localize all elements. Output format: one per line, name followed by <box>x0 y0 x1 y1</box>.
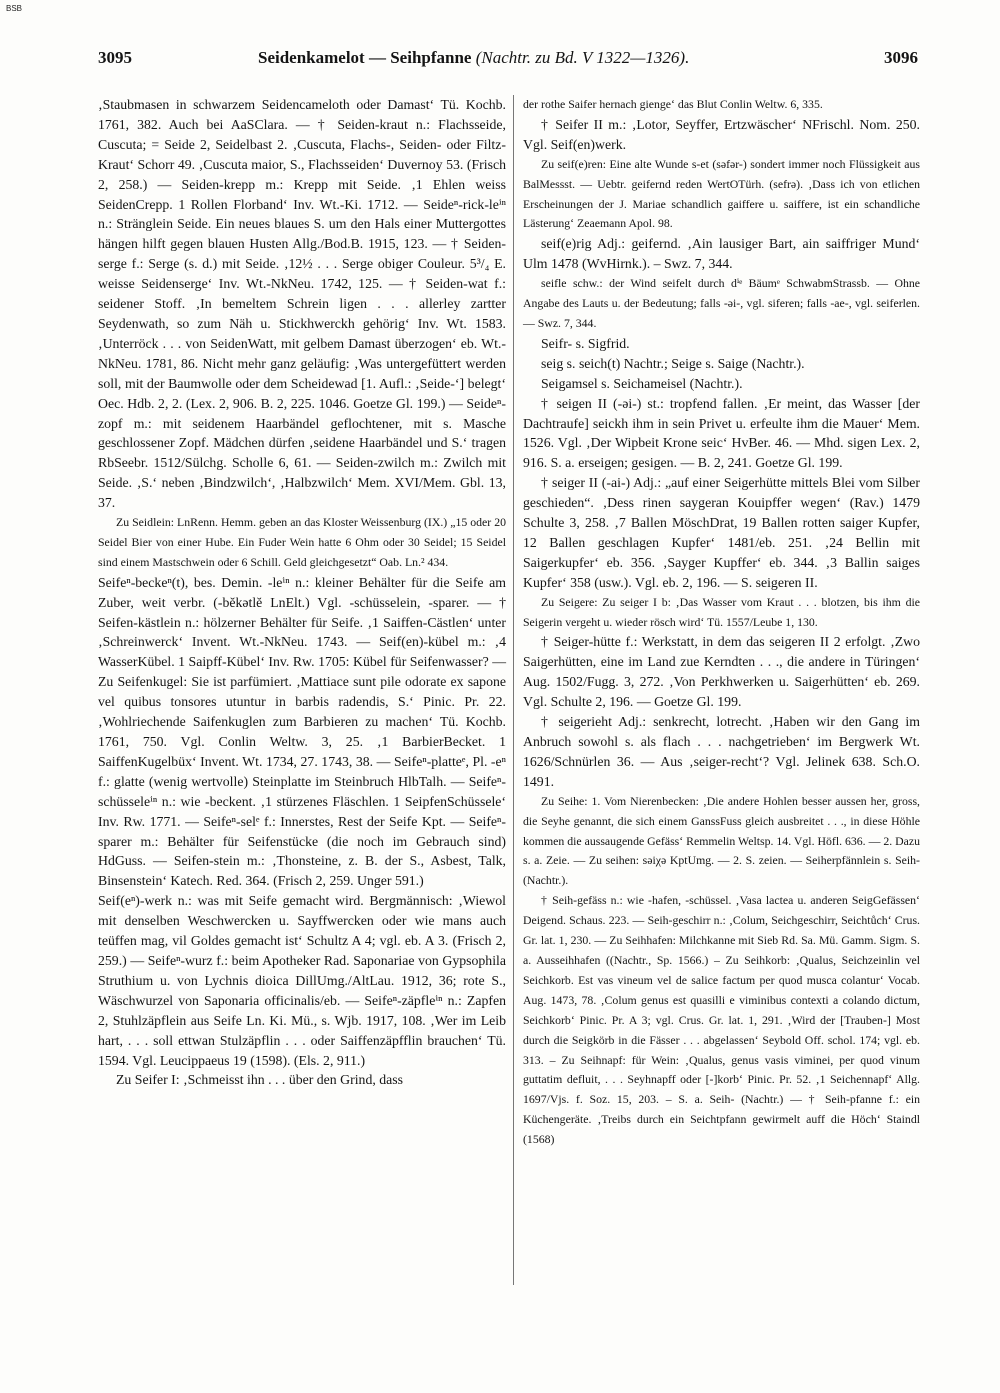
entry-seifle: seifle schw.: der Wind seifelt durch dⁱᵉ Bäumᵉ SchwabmStrassb. — Ohne Angabe des Lauts u. der Bedeutung; falls -əi-, vgl. siferen; falls -ae-, vgl. seiferlen. — Swz. 7, 344. <box>523 276 920 330</box>
entry-seigere: Zu Seigere: Zu seiger I b: ‚Das Wasser vom Kraut . . . blotzen, bis ihm die Seigerin vergeht u. wieder rösch wird‘ Tü. 1557/Leube 1, 130. <box>523 594 920 629</box>
entry-seifer-ii: † Seifer II m.: ‚Lotor, Seyffer, Ertzwäscher‘ NFrischl. Nom. 250. Vgl. Seif(en)werk. <box>523 116 920 152</box>
entry-seiferig: seif(e)rig Adj.: geifernd. ‚Ain lausiger Bart, ain saiffriger Mund‘ Ulm 1478 (WvHirnk.). – Swz. 7, 344. <box>523 236 920 272</box>
entry-seidenkamelot-cont: ‚Staubmasen in schwarzem Seidencameloth oder Damast‘ Tü. Kochb. 1761, 382. Auch bei AaSClara. — † Seiden-kraut n.: Flachsseide, Cuscuta; = Seide 2, Seidelbast 2. ‚Cuscuta, Flachs-, Seiden- oder Filtz-Kraut‘ Schorr 49. ‚Cuscuta maior, S., Flachsseiden‘ Duvernoy 53. (Frisch 2, 258.) — Seiden-krepp m.: Krepp mit Seide. ‚1 Ehlen weiss SeidenCrepp. 1 Rollen Florband‘ Inv. Wt.-Ki. 1712. — Seideⁿ-rick-leⁱⁿ n.: Stränglein Seide. Ein neues blaues S. um den Hals einer Muttergottes hängen hilft gegen blauen Husten Allg./Bod.B. 1915, 123. — † Seiden-serge f.: Serge (s. d.) mit Seide. ‚12½ . . . Serge obiger Couleur. 5³/₄ E. weisse Seidenserge‘ Inv. Wt.-NkNeu. 1742, 125. — † Seiden-wat f.: seidener Stoff. ‚In bemeltem Schrein ligen . . . allerley zartter Seydenwath, so zum Näh u. Stickhwerckh gehörig‘ Inv. Wt. 1583. ‚Unterröck . . . von SeidenWatt, mit gelbem Damast überzogen‘ eb. Wt.-NkNeu. 1781, 86. Nicht mehr ganz geläufig: ‚Was untergefüttert werden soll, mit der Baumwolle oder dem Scheidewad [1. Aufl.: ‚Seide-‘] belegt‘ Oec. Hdb. 2, 2. (Lex. 2, 906. B. 2, 225. 1046. Goetze Gl. 199.) — Seideⁿ-zopf m.: mit seidenem Haarbändel geflochtener, mit s. Masche geschlossener Zopf. Mädchen dürfen ‚seidene Haarbändel und S.‘ tragen RbSeebr. 1512/Sülchg. Scholle 6, 61. — Seiden-zwilch m.: Zwilch mit Seide. ‚S.‘ neben ‚Bindzwilch‘, ‚Halbzwilch‘ Mem. XVI/Mem. Gbl. 13, 37. <box>98 97 506 511</box>
running-title-text: Seidenkamelot — Seihpfanne <box>258 48 472 67</box>
entry-seigerrecht: † seigerieht Adj.: senkrecht, lotrecht. ‚Haben wir den Gang im Anbruch sowohl s. als flach . . . nachgetrieben‘ im Bergwerk Wt. 1626/Schnürlen 36. — Aus ‚seiger-recht‘? Vgl. Jelinek 638. Sch.O. 1491. <box>523 714 920 789</box>
right-page-number: 3096 <box>884 48 918 67</box>
entry-seihe: Zu Seihe: 1. Vom Nierenbecken: ‚Die andere Hohlen besser aussen her, gross, die Seyhe genannt, die sich einem GanssFuss gleich ausbreitet . . ., in diese Höhle kommen die aussaugende Gefäss‘ Remmelin Weltsp. 14. Vgl. Höfl. 636. — 2. Dazu s. a. Zeie. — Zu seihen: səiχə KptUmg. — 2. S. zeien. — Seiherpfännlein s. Seih- (Nachtr.). <box>523 793 921 888</box>
entry-seifer-i-cont: der rothe Saifer hernach gienge‘ das Blut Conlin Weltw. 6, 335. <box>523 97 823 111</box>
entry-seidlein: Zu Seidlein: LnRenn. Hemm. geben an das Kloster Weissenburg (IX.) „15 oder 20 Seidel Bier von einer Hube. Ein Fuder Wein hatte 6 Ohm oder 30 Seidel; 15 Seidel sind einem Mastschwein oder 6 Schill. Geld gleichgesetzt“ Oab. Ln.² 434. <box>98 515 506 569</box>
entry-seifer-i: Zu Seifer I: ‚Schmeisst ihn . . . über den Grind, dass <box>116 1072 403 1088</box>
entry-seigen-ii: † seigen II (-əi-) st.: tropfend fallen. ‚Er meint, das Wasser [der Dachtraufe] seickh ihm in sein Privet u. erfeulte ihm die Mauer‘ Mem. 1526. Vgl. ‚Der Wipbeit Krone seic‘ HvBer. 46. — Mhd. sigen Lex. 2, 916. S. a. erseigen; gesigen. — B. 2, 241. Goetze Gl. 199. <box>523 395 920 471</box>
left-page-number: 3095 <box>98 48 132 67</box>
entry-seifenbecken: Seifeⁿ-beckeⁿ(t), bes. Demin. -leⁱⁿ n.: kleiner Behälter für die Seife am Zuber, weit verbr. (-bĕkətlĕ LnElt.) Vgl. -schüsselein, -sparer. — † Seifen-kästlein n.: hölzerner Behälter für Seife. ‚1 Saiffen-Cästlen‘ unter ‚Schreinwerck‘ Invent. Wt.-NkNeu. 1743. — Seif(en)-kübel m.: ‚4 WasserKübel. 1 Saipff-Kübel‘ Inv. Rw. 1705: Kübel für Seifenwasser? — Zu Seifenkugel: Sie ist parfümiert. ‚Mattiace sunt pile odorate ex sapone vel quibus tonsores utuntur in barbis radendis, S.‘ Pinic. Pr. 22. ‚Wohlriechende Saifenkuglen zum Barbieren zu machen‘ Tü. Kochb. 1761, 750. Vgl. Conlin Weltw. 3, 25. ‚1 BarbierBecket. 1 SaiffenKugelbüx‘ Invent. Wt. 1734, 27. 1743, 38. — Seifeⁿ-platteᵉ, Pl. -eⁿ f.: glatte (wenig wertvolle) Steinplatte im Steinbruch HlbTalh. — Seifeⁿ-schüsseleⁱⁿ n.: wie -beckent. ‚1 stürzenes Fläschlen. 1 SeipfenSchüssele‘ Inv. Rw. 1771. — Seifeⁿ-selᵉ f.: Innerstes, Rest der Seife Kpt. — Seifeⁿ-sparer m.: Behälter für Seifenstücke (die noch im Gebrauch sind) HdGuss. — Seifen-stein m.: ‚Thonsteine, z. B. der S., Asbest, Talk, Binsenstein‘ Katech. Red. 364. (Frisch 2, 259. Unger 591.) <box>98 574 506 889</box>
entry-seigamsel: Seigamsel s. Seichameisel (Nachtr.). <box>541 375 743 391</box>
page-header <box>98 48 918 72</box>
library-stamp: BSB <box>6 4 23 13</box>
entry-seifr: Seifr- s. Sigfrid. <box>541 335 630 351</box>
running-title <box>258 48 689 68</box>
entry-seihgefaess: † Seih-gefäss n.: wie -hafen, -schüssel. ‚Vasa lactea u. anderen SeigGefässen‘ Deigend. Schaus. 223. — Seih-geschirr n.: ‚Colum, Seichgeschirr, Seichtůch‘ Crus. Gr. lat. 1, 230. — Zu Seihhafen: Milchkanne mit Sieb Rd. Sa. Mü. Gamm. Sigm. S. a. Ausseihhafen ((Nachtr., Sp. 1566.) – Zu Seihkorb: ‚Qualus, Seichzeinlin vel Seichkorb. Est vas vineum vel de salice factum per quod musca colantur‘ Vocab. Aug. 1473, 78. ‚Colum genus est quasilli e viminibus contexti a colando dictum, Seichkorb‘ Pinic. Pr. A 3; vgl. Crus. Gr. lat. 1, 291. ‚Wird der [Trauben-] Most durch die Seigkörb in die Fässer . . . abgelassen‘ Seybold Off. schol. 174; vgl. eb. 313. – Zu Seihnapf: für Wein: ‚Qualus, genus vasis viminei, per quod vinum guttatim defluit, . . . Seyhnapff oder [-]korb‘ Pinic. Pr. 52. ‚1 Seichennapf‘ Allg. 1697/Vjs. f. Soz. 15, 203. – S. a. Seih- (Nachtr.) — † Seih-pfanne f.: ein Küchengeräte. ‚Treibs durch ein Seichtpfann gewirmelt auff die Höch‘ Staindl (1568) <box>523 893 920 1147</box>
running-subtitle: (Nachtr. zu Bd. V 1322—1326). <box>475 48 690 67</box>
entry-seigerhuette: † Seiger-hütte f.: Werkstatt, in dem das seigeren II 2 erfolgt. ‚Zwo Saigerhütten, eine im Land zue Kerndten . . ., die andere in Türingen‘ Aug. 1502/Fugg. 3, 272. ‚Von Perkhwerken u. Saigerhütten‘ eb. 269. Vgl. Schulte 2, 196. — Goetze Gl. 199. <box>523 634 920 710</box>
entry-seiger-ii: † seiger II (-ai-) Adj.: „auf einer Seigerhütte mittels Blei vom Silber geschieden“. ‚Dess rinen saygeran Kouipffer wegen‘ (Rav.) 1479 Schulte 3, 258. ‚7 Ballen MöschDrat, 19 Ballen rotten saiger Kupfer, 12 Ballen geschlagen Kupfer‘ 1481/eb. 251. ‚24 Bellin mit Saigerkupfer‘ eb. 356. ‚Sayger Kupffer‘ eb. 344. ‚3 Ballin saiges Kupfer‘ 358 (usw.). Vgl. eb. 2, 196. — S. seigeren II. <box>523 475 920 590</box>
entry-seiferen: Zu seif(e)ren: Eine alte Wunde s-et (səfər-) sondert immer noch Flüssigkeit aus BalMessst. — Uebtr. geifernd reden WertOTürh. (sefrə). ‚Dass ich von etlichen Erscheinungen der J. Mariae schandlich gaiffere u. saiffere, ist ein schandliche Lästerung‘ Zeaemann Apol. 98. <box>523 156 920 231</box>
left-column <box>98 95 506 1090</box>
entry-seifenwerk: Seif(eⁿ)-werk n.: was mit Seife gemacht wird. Bergmännisch: ‚Wiewol mit denselben Weschwercken u. Sayffwercken oder wie mans auch teüffen mag, vil Goldes gemacht ist‘ Schultz A 4; vgl. eb. A 3. (Frisch 2, 259.) — Seifeⁿ-wurz f.: beim Apotheker Rad. Saponariae von Gypsophila Struthium u. von Lychnis dioica DillUmg./AltLau. 1912, 36; rote S., Wäschwurzel von Saponaria officinalis/eb. — Seifeⁿ-zäpfleⁱⁿ n.: Zapfen 2, Stuhlzäpflein aus Seife Ln. Ki. Mü., s. Wjb. 1917, 108. ‚Wer im Leib hart, . . . soll ettwan Stulzäpflin . . . oder Saiffenzäpfflin brauchen‘ Tü. 1594. Vgl. Leucippaeus 19 (1598). (Els. 2, 911.) <box>98 893 506 1068</box>
entry-seig: seig s. seich(t) Nachtr.; Seige s. Saige (Nachtr.). <box>541 355 805 371</box>
column-divider <box>513 95 514 1285</box>
right-column <box>523 95 920 1150</box>
